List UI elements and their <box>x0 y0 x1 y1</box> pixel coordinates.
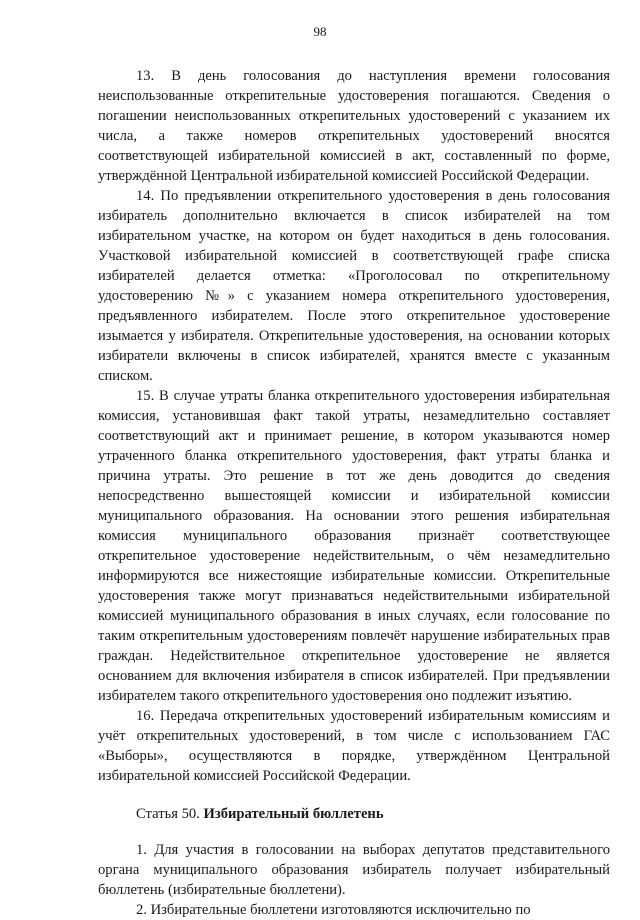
article-paragraph-1: 1. Для участия в голосовании на выборах депутатов представительного органа муниципального образования избиратель получает избирательный бюллетень (избирательные бюллетени). <box>98 842 610 898</box>
paragraph-16: 16. Передача открепительных удостоверений избирательным комиссиям и учёт открепительных удостоверений, в том числе с использованием ГАС «Выборы», осуществляются в порядке, утверждённом Центральной избирательной комиссией Российской Федерации. <box>98 708 610 784</box>
article-paragraph-2: 2. Избирательные бюллетени изготовляются исключительно по <box>136 902 531 918</box>
paragraph-13: 13. В день голосования до наступления времени голосования неиспользованные открепительные удостоверения погашаются. Сведения о погашении неиспользованных открепительных удостоверений с указанием их числа, а также номеров открепительных удостоверений вносятся соответствующей избирательной комиссией в акт, составленный по форме, утверждённой Центральной избирательной комиссией Российской Федерации. <box>98 68 610 184</box>
paragraph-14: 14. По предъявлении открепительного удостоверения в день голосования избиратель дополнительно включается в список избирателей на том избирательном участке, на котором он будет находиться в день голосования. Участковой избирательной комиссией в соответствующей графе списка избирателей делается отметка: «Проголосовал по открепительному удостоверению №» с указанием номера открепительного удостоверения, предъявленного избирателем. После этого открепительное удостоверение изымается у избирателя. Открепительные удостоверения, на основании которых избиратели включены в список избирателей, хранятся вместе с указанным списком. <box>98 188 610 384</box>
article-number: Статья 50. <box>136 806 204 822</box>
document-body <box>98 66 610 920</box>
article-heading <box>98 804 610 824</box>
page-number: 98 <box>313 24 327 39</box>
paragraph-15: 15. В случае утраты бланка открепительного удостоверения избирательная комиссия, установившая факт такой утраты, незамедлительно составляет соответствующий акт и принимает решение, в котором указываются номер утраченного бланка открепительного удостоверения, факт утраты бланка и причина утраты. Это решение в тот же день доводится до сведения непосредственно вышестоящей комиссии и избирательной комиссии муниципального образования. На основании этого решения избирательная комиссия муниципального образования признаёт соответствующее открепительное удостоверение недействительным, о чём незамедлительно информируются все нижестоящие избирательные комиссии. Открепительные удостоверения также могут признаваться недействительными избирательной комиссией муниципального образования в иных случаях, если голосование по таким открепительным удостоверениям повлечёт нарушение избирательных прав граждан. Недействительное открепительное удостоверение не является основанием для включения избирателя в список избирателей. При предъявлении избирателем такого открепительного удостоверения оно подлежит изъятию. <box>98 388 610 704</box>
article-title: Избирательный бюллетень <box>203 806 384 822</box>
